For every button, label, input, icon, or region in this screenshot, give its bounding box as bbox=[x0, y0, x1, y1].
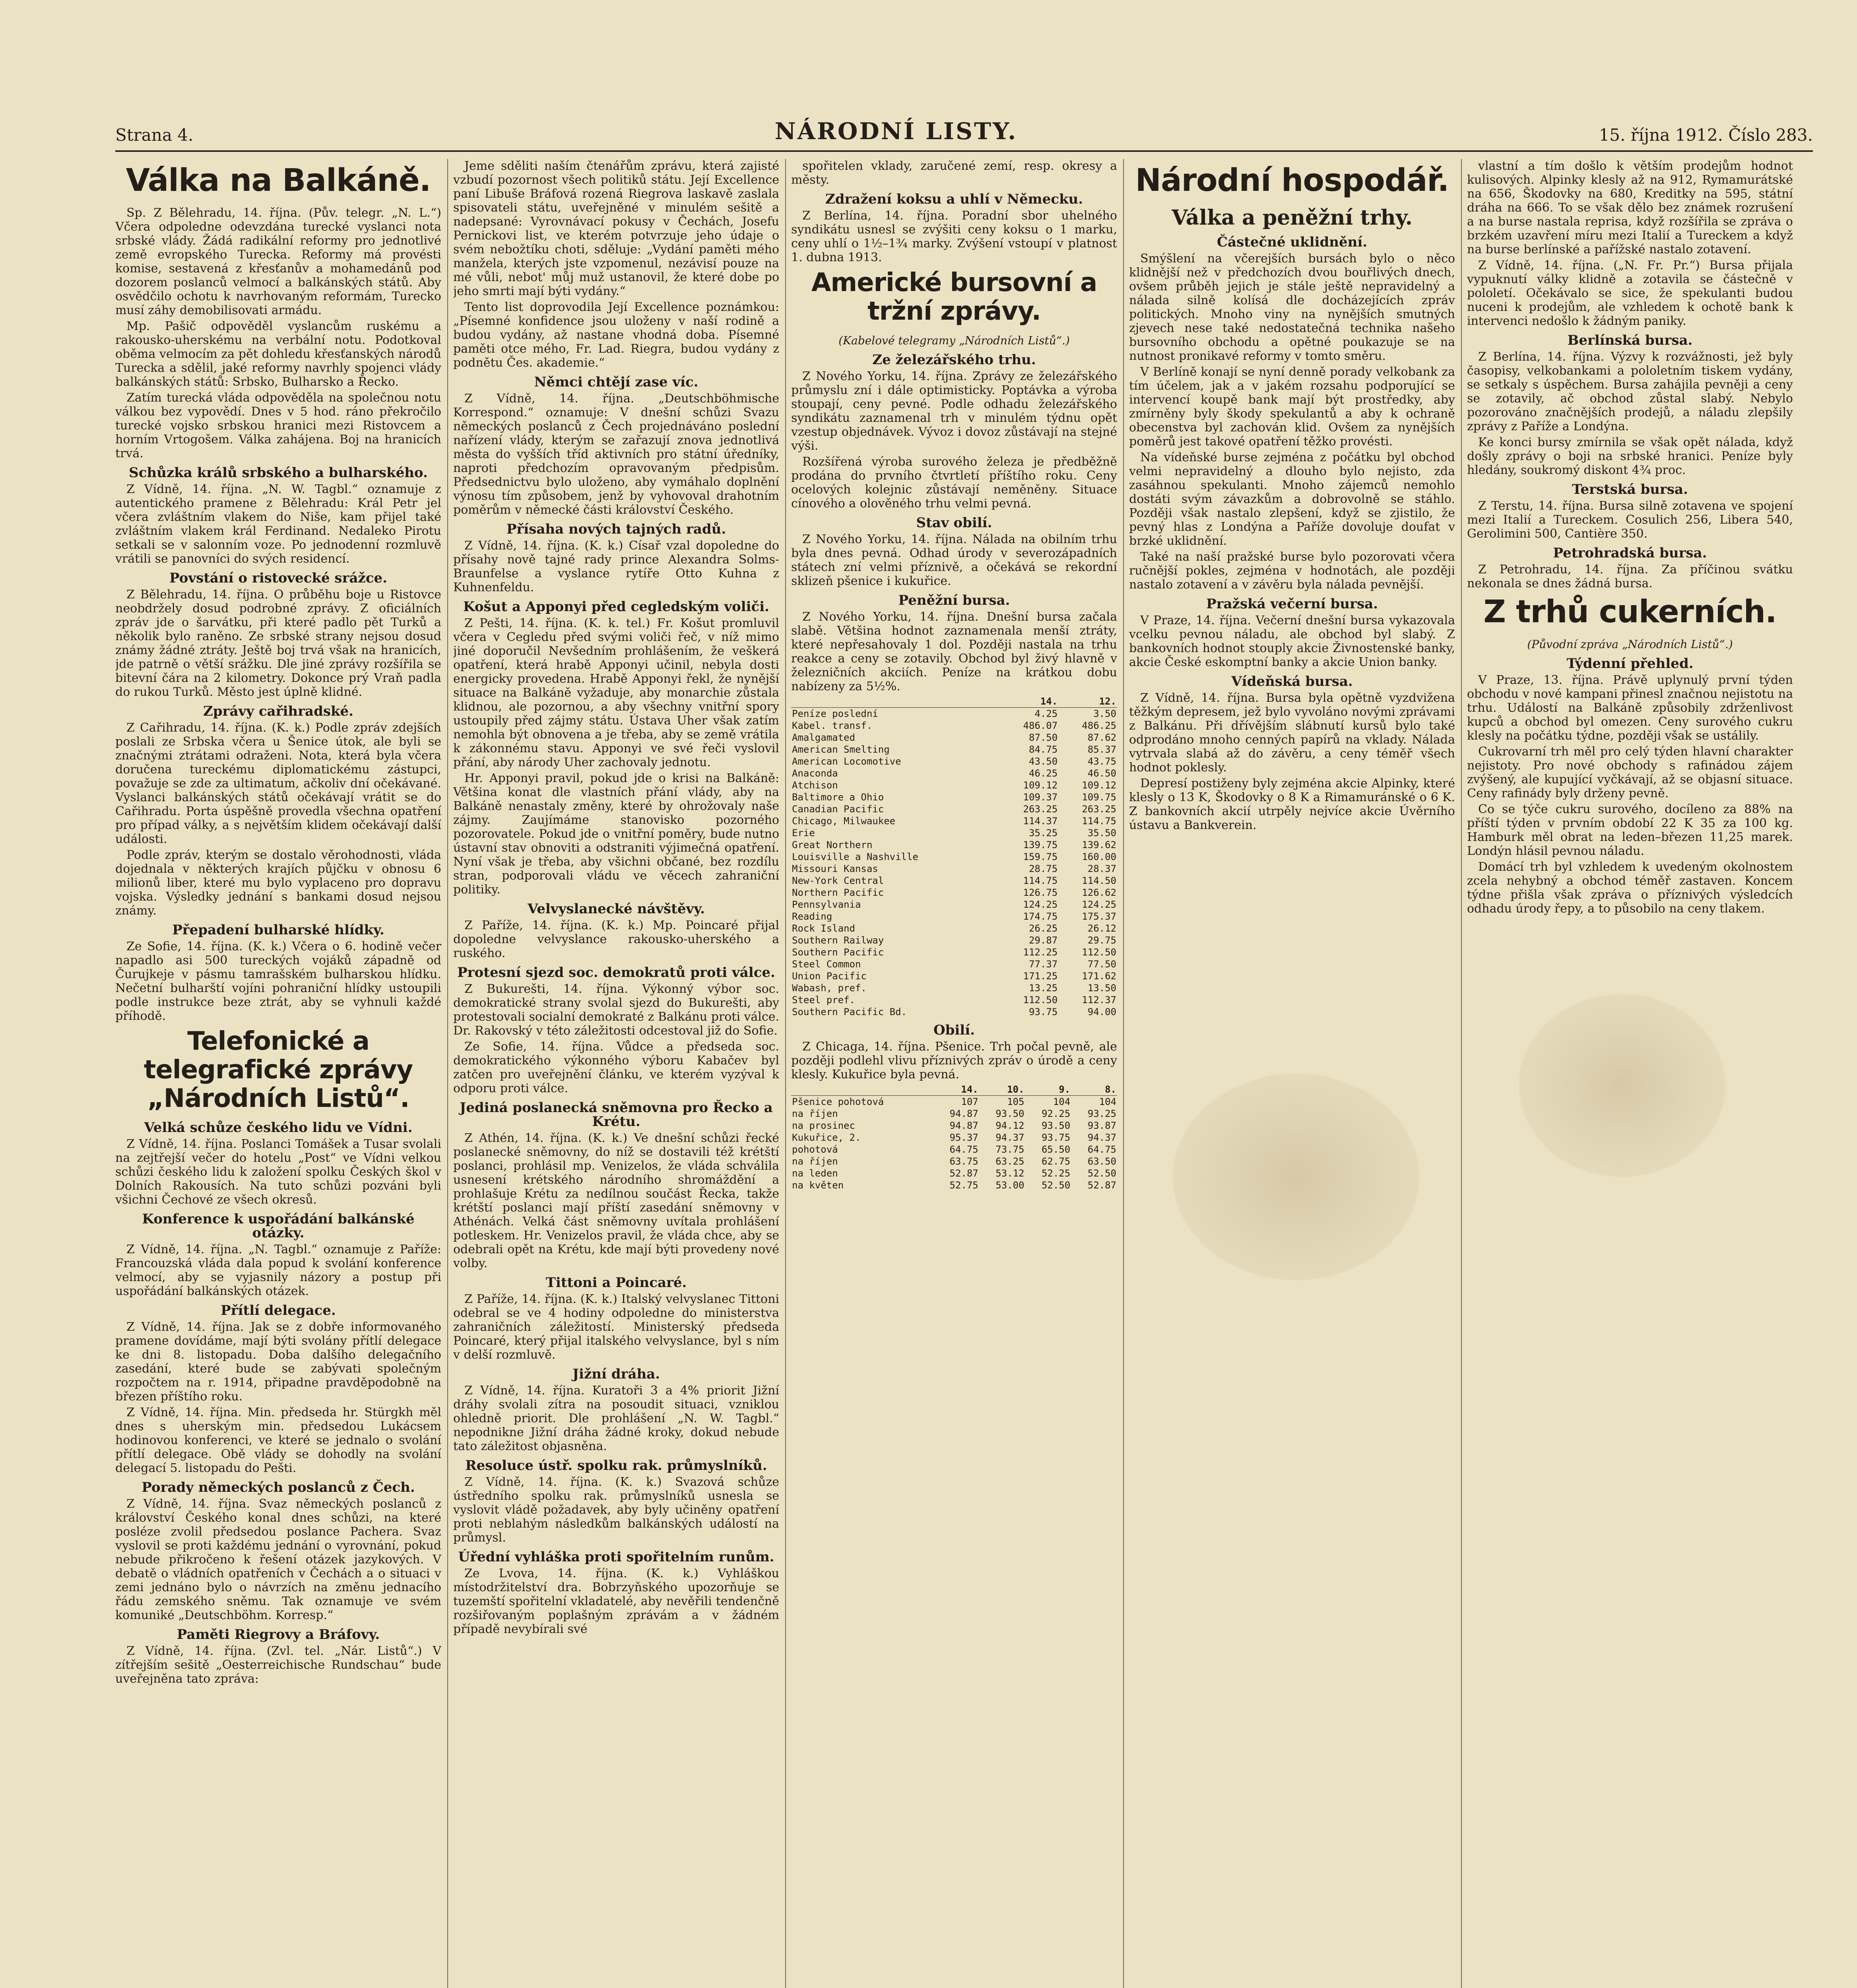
table-cell: 26.25 bbox=[1028, 923, 1058, 934]
table-cell: 77.37 bbox=[1028, 959, 1058, 970]
table-cell: 13.50 bbox=[1087, 982, 1116, 994]
table-cell: 107 bbox=[961, 1096, 978, 1107]
table-cell: 263.25 bbox=[1023, 804, 1058, 815]
subheading: Němci chtějí zase víc. bbox=[534, 374, 699, 390]
table-row bbox=[791, 899, 1117, 911]
table-row-label: Southern Pacific Bd. bbox=[792, 1006, 907, 1017]
table-header-row bbox=[791, 1083, 1117, 1096]
subheading: Stav obilí. bbox=[916, 515, 992, 531]
table-row-label: American Smelting bbox=[792, 744, 890, 755]
article-text: Depresí postiženy byly zejména akcie Alpinky, které klesly o 13 K, Škodovky o 8 K a Rimamuránské o 6 K. Z bankovních akcií utrpěly nejvíce akcie Úvěrního ústavu a Bankverein. bbox=[1129, 777, 1455, 832]
table-row bbox=[791, 1096, 1117, 1108]
article-text: Z Terstu, 14. října. Bursa silně zotavena ve spojení mezi Italií a Tureckem. Cosulich 256, Libera 540, Gerolimini 500, Cantière 350. bbox=[1467, 499, 1793, 541]
table-row bbox=[791, 1006, 1117, 1018]
table-cell: 73.75 bbox=[995, 1144, 1025, 1155]
table-cell: 263.25 bbox=[1082, 804, 1116, 815]
table-cell: 84.75 bbox=[1028, 744, 1058, 755]
table-row bbox=[791, 815, 1117, 827]
article-text: Z Vídně, 14. října. Jak se z dobře informovaného pramene dovídáme, mají býti svolány přítlí delegace ke dni 8. listopadu. Doba dalšího delegačního zasedání, které bude se zabývati společným rozpočtem na r. 1914, připadne pravděpodobně na březen příštího roku. bbox=[115, 1320, 441, 1404]
article-text: Z Bukurešti, 14. října. Výkonný výbor soc. demokratické strany svolal sjezd do Bukurešti, aby protestovali socialní demokraté z Balkánu proti válce. Dr. Rakovský v této záležitosti odcestoval již do Sofie. bbox=[453, 982, 779, 1038]
table-cell: 114.50 bbox=[1082, 875, 1116, 886]
page-header bbox=[115, 119, 1813, 145]
article-text: Z Pešti, 14. října. (K. k. tel.) Fr. Košut promluvil včera v Cegledu před svými voliči řeč, v níž mimo jiné doporučil Nevšedním prohlášením, že veškerá opatření, která hrabě Apponyi učinil, nebyla dosti energicky provedena. Hrabě Apponyi řekl, že nynější situace na Balkáně vyžaduje, aby monarchie zůstala klidnou, ale pozornou, a aby všechny vnitřní spory ustoupily před zájmy státu. Ústava Uher však zatím nemohla být obnovena a je třeba, aby se země vrátila k zákonnému stavu. Apponyi ve své řeči vyslovil přání, aby národy Uher zachovaly jednotu. bbox=[453, 616, 779, 769]
subheading: Týdenní přehled. bbox=[1566, 656, 1694, 672]
table-cell: 139.62 bbox=[1082, 839, 1116, 850]
table-header-cell: 8. bbox=[1071, 1083, 1117, 1096]
table-cell: 94.87 bbox=[949, 1120, 978, 1131]
subheading: Zprávy cařihradské. bbox=[203, 703, 354, 719]
table-cell: 126.62 bbox=[1082, 887, 1116, 898]
table-row-label: pohotová bbox=[792, 1144, 838, 1155]
article-text: Domácí trh byl vzhledem k uvedeným okolnostem zcela nehybný a obchod téměř zastaven. Koncem týdne přišla však zpráva o příznivých výsledcích odhadu úrody řepy, a to působilo na ceny tlakem. bbox=[1467, 860, 1793, 916]
table-row-label: Peníze poslední bbox=[792, 708, 878, 719]
article-text: Z Vídně, 14. října. Poslanci Tomášek a Tusar svolali na zejtřejší večer do hotelu „Post“ ve Vídni velkou schůzi českého lidu k založení spolku Českých škol v Dolních Rakousích. Na tuto schůzi pozváni byli všichni Čechové ze všech okresů. bbox=[115, 1137, 441, 1207]
article-text: Ze Lvova, 14. října. (K. k.) Vyhláškou místodržitelství dra. Bobrzyňského upozorňuje se tuzemští spořitelní vkladatelé, aby nevěřili tendenčně rozšiřovaným poplašným zprávám a v žádném případě nevybírali své bbox=[453, 1567, 779, 1636]
table-cell: 52.87 bbox=[949, 1168, 978, 1179]
sugar-markets-heading: Z trhů cukerních. bbox=[1483, 594, 1777, 630]
article-text: Z Bělehradu, 14. října. O průběhu boje u Ristovce neobdržely dosud podrobné zprávy. Z oficiálních zpráv jde o šarvátku, při které padlo pět Turků a několik bylo raněno. Ze srbské strany nejsou dosud známy žádné ztráty. Ještě boj trvá však na hranicích, jde patrně o větší srážku. Dle jiné zprávy rozšířila se bitevní čára na 2 kilometry. Dokonce prý Vraň padla do rukou Turků. Město jest úplně klidné. bbox=[115, 588, 441, 699]
article-text: V Berlíně konají se nyní denně porady velkobank za tím účelem, jak a v jakém rozsahu podporující se intervencí koupě bank mají být prostředky, aby zmírněny byly škody spekulantů a aby k ochraně obecenstva byl zachován klid. Ovšem za nynějších poměrů jest takové opatření těžko provésti. bbox=[1129, 365, 1455, 448]
table-row-label: Southern Railway bbox=[792, 935, 884, 946]
subheading: Porady německých poslanců z Čech. bbox=[142, 1479, 415, 1495]
table-row bbox=[791, 970, 1117, 982]
table-cell: 92.25 bbox=[1041, 1108, 1071, 1119]
table-cell: 94.37 bbox=[1087, 1132, 1116, 1143]
table-header-cell bbox=[791, 1083, 933, 1096]
column-3 bbox=[791, 159, 1117, 1988]
article-text: Z Vídně, 14. října. (K. k.) Svazová schůze ústředního spolku rak. průmyslníků usnesla se vyslovit vládě požadavek, aby byly učiněny opatření proti neblahým následkům balkánských událostí na průmysl. bbox=[453, 1475, 779, 1545]
table-row bbox=[791, 827, 1117, 839]
article-text: Cukrovarní trh měl pro celý týden hlavní charakter nejistoty. Pro nové obchody s rafinádou zájem zvýšený, ale kupující vyčkávají, až se objasní situace. Ceny rafinády byly drženy pevně. bbox=[1467, 745, 1793, 800]
table-row bbox=[791, 1155, 1117, 1167]
article-text: Co se týče cukru surového, docíleno za 88% na příští týden v prvním období 22 K 35 za 100 kg. Hamburk měl obrat na leden–březen 11,25 marek. Londýn hlásil pevnou náladu. bbox=[1467, 802, 1793, 858]
article-text: Z Chicaga, 14. října. Pšenice. Trh počal pevně, ale později podlehl vlivu příznivých zpráv o úrodě a ceny klesly. Kukuřice byla pevná. bbox=[791, 1040, 1117, 1081]
table-cell: 43.50 bbox=[1028, 756, 1058, 767]
table-cell: 124.25 bbox=[1082, 899, 1116, 910]
subheading: Velká schůze českého lidu ve Vídni. bbox=[144, 1120, 413, 1136]
table-row bbox=[791, 911, 1117, 922]
article-text: Z Vídně, 14. října. Kuratoři 3 a 4% priorit Jižní dráhy svolali zítra na posoudit situaci, vzniklou ohledně priorit. Dle prohlášení „N. W. Tagbl.“ nepodnikne Jižní dráha žádné kroky, dokud nebude tato záležitost objasněna. bbox=[453, 1384, 779, 1453]
table-cell: 62.75 bbox=[1041, 1156, 1071, 1167]
subtitle: (Kabelové telegramy „Národních Listů“.) bbox=[838, 334, 1070, 347]
subheading: Protesní sjezd soc. demokratů proti válce. bbox=[457, 965, 775, 980]
header-rule bbox=[115, 150, 1813, 152]
article-text: Mp. Pašič odpověděl vyslancům ruskému a rakousko-uherskému na verbální notu. Podotkoval oběma velmocím za pět dohledu křesťanských národů Turecka a sdělil, jaké reformy navrhly spojenci vlády balkánských států: Srbsko, Bulharsko a Řecko. bbox=[115, 319, 441, 389]
table-cell: 112.50 bbox=[1082, 947, 1116, 958]
table-cell: 43.75 bbox=[1087, 756, 1116, 767]
article-text: Z Cařihradu, 14. října. (K. k.) Podle zpráv zdejších poslali ze Srbska včera u Šenice útok, ale byli se značnými ztrátami odraženi. Nota, která byla včera doručena tureckému diplomatickému zástupci, považuje se zde za ultimatum, ačkoliv dní očekávané. Vyslanci balkánských států očekávají vrátit se do Cařihradu. Porta úspěšně provedla všechna opatření pro případ války, a s největším klidem očekávají další události. bbox=[115, 721, 441, 846]
table-cell: 171.25 bbox=[1023, 971, 1058, 982]
article-text: Z Vídně, 14. října. Svaz německých poslanců z království Českého konal dnes schůzi, na které posléze zvolil předsedou poslance Pachera. Svaz vyslovil se proti každému jednání o vyrovnání, pokud nebude přikročeno k řešení otázek jazykových. V debatě o vládních opatřeních v Čechách a o situaci v zemi jednáno bylo o návrzích na změnu jednacího řádu zemského sněmu. Tak oznamuje ve svém komuniké „Deutschböhm. Korresp.“ bbox=[115, 1497, 441, 1622]
article-text: Z Berlína, 14. října. Poradní sbor uhelného syndikátu usnesl se zvýšiti ceny koksu o 1 marku, ceny uhlí o 1½–1¾ marky. Zvýšení vstoupí v platnost 1. dubna 1913. bbox=[791, 209, 1117, 264]
table-cell: 171.62 bbox=[1082, 971, 1116, 982]
table-header-cell: 10. bbox=[979, 1083, 1025, 1096]
table-cell: 112.37 bbox=[1082, 994, 1116, 1006]
table-row-label: New-York Central bbox=[792, 875, 884, 886]
table-row bbox=[791, 1132, 1117, 1143]
subheading: Tittoni a Poincaré. bbox=[545, 1275, 687, 1291]
article-text: Z Petrohradu, 14. října. Za příčinou svátku nekonala se dnes žádná bursa. bbox=[1467, 563, 1793, 590]
subheading: Paměti Riegrovy a Bráfovy. bbox=[177, 1627, 380, 1642]
table-cell: 112.25 bbox=[1023, 947, 1058, 958]
subheading: Povstání o ristovecké srážce. bbox=[169, 570, 387, 586]
table-cell: 64.75 bbox=[949, 1144, 978, 1155]
table-row bbox=[791, 994, 1117, 1006]
table-cell: 63.25 bbox=[995, 1156, 1025, 1167]
american-markets-heading: Americké bursovní a tržní zprávy. bbox=[811, 268, 1097, 326]
table-row-label: na leden bbox=[792, 1168, 838, 1179]
table-cell: 64.75 bbox=[1087, 1144, 1116, 1155]
article-text: Z Nového Yorku, 14. října. Dnešní bursa začala slabě. Většina hodnot zaznamenala menší ztráty, které nepřesahovaly 1 dol. Později nastala na trhu reakce a ceny se zotavily. Obchod byl živý hlavně v železničních akciích. Peníze na krátkou dobu nabízeny za 5½%. bbox=[791, 610, 1117, 693]
table-cell: 109.12 bbox=[1023, 780, 1058, 791]
table-cell: 93.87 bbox=[1087, 1120, 1116, 1131]
article-text: Z Vídně, 14. října. „N. W. Tagbl.“ oznamuje z autentického pramene z Bělehradu: Král Petr jel včera zvláštním vlakem do Niše, kam přijel také zvláštním vlakem král Ferdinand. Nedaleko Pirotu setkali se v salonním voze. Po jednodenní rozmluvě vrátili se panovníci do svých residencí. bbox=[115, 482, 441, 566]
table-row bbox=[791, 720, 1117, 732]
article-text: Z Vídně, 14. října. „N. Tagbl.“ oznamuje z Paříže: Francouzská vláda dala popud k svolání konference velmocí, aby se vyjasnily názory a postup při uspořádání balkánských otázek. bbox=[115, 1242, 441, 1298]
war-heading: Válka na Balkáně. bbox=[126, 163, 431, 198]
table-cell: 53.12 bbox=[995, 1168, 1025, 1179]
subheading: Konference k uspořádání balkánské otázky. bbox=[142, 1211, 415, 1241]
article-text: Z Vídně, 14. října. (K. k.) Císař vzal dopoledne do přísahy nově tajné rady prince Alexandra Solms-Braunfelse a vyslance rytíře Otto Kuhna z Kuhnenfeldu. bbox=[453, 539, 779, 594]
table-row-label: Southern Pacific bbox=[792, 947, 884, 958]
article-text: Také na naší pražské burse bylo pozorovati včera ručnější pokles, zejména v hodnotách, ale později nastalo zotavení a v závěru byla nálada pevnější. bbox=[1129, 550, 1455, 592]
article-text: Podle zpráv, kterým se dostalo věrohodnosti, vláda dojednala v některých krajích půjčku v obnosu 6 milionů liber, které mu bylo vyplaceno pro dopravu vojska. Výsledky jednání s bankami dosud nejsou známy. bbox=[115, 848, 441, 918]
table-row-label: Rock Island bbox=[792, 923, 855, 934]
table-row-label: Northern Pacific bbox=[792, 887, 884, 898]
table-cell: 94.87 bbox=[949, 1108, 978, 1119]
table-row-label: Union Pacific bbox=[792, 971, 867, 982]
table-row bbox=[791, 779, 1117, 791]
article-text: V Praze, 14. října. Večerní dnešní bursa vykazovala vcelku pevnou náladu, ale obchod byl slabý. Z bankovních hodnot stouply akcie Živnostenské banky, akcie České eskomptní banky a akcie Union banky. bbox=[1129, 613, 1455, 669]
table-row-label: Reading bbox=[792, 911, 832, 922]
subheading: Úřední vyhláška proti spořitelním runům. bbox=[458, 1549, 774, 1565]
table-row-label: Atchison bbox=[792, 780, 838, 791]
stock-price-table bbox=[791, 695, 1117, 1018]
article-text: Z Berlína, 14. října. Výzvy k rozvážnosti, jež byly časopisy, velkobankami a pololetním tiskem vydány, se setkaly s úspěchem. Bursa zahájila pevněji a ceny se zotavily, ač obchod zůstal slabý. Nebylo pozorováno značnějších prodejů, a náladu zlepšily zprávy z Paříže a Londýna. bbox=[1467, 350, 1793, 433]
table-row bbox=[791, 875, 1117, 887]
table-header-cell: 14. bbox=[999, 695, 1058, 708]
subtitle: (Původní zpráva „Národních Listů“.) bbox=[1527, 638, 1733, 651]
table-cell: 126.75 bbox=[1023, 887, 1058, 898]
table-cell: 93.25 bbox=[1087, 1108, 1116, 1119]
subheading: Přepadení bulharské hlídky. bbox=[172, 922, 384, 938]
table-row-label: Chicago, Milwaukee bbox=[792, 815, 896, 827]
article-text: V Praze, 13. října. Právě uplynulý první týden obchodu v nové kampani přinesl značnou nejistotu na trhu. Událostí na Balkáně způsobily zdrženlivost kupců a obchod byl omezen. Ceny surového cukru klesly na počátku týdne, později však se ustálily. bbox=[1467, 673, 1793, 743]
table-cell: 52.50 bbox=[1041, 1180, 1071, 1191]
table-row-label: na říjen bbox=[792, 1108, 838, 1119]
table-row-label: Canadian Pacific bbox=[792, 804, 884, 815]
table-row-label: Wabash, pref. bbox=[792, 982, 867, 994]
table-row-label: na říjen bbox=[792, 1156, 838, 1167]
table-header-cell: 12. bbox=[1058, 695, 1117, 708]
subheading: Jižní dráha. bbox=[572, 1366, 660, 1382]
table-cell: 52.25 bbox=[1041, 1168, 1071, 1179]
telegraph-heading: Telefonické a telegrafické zprávy „Národních Listů“. bbox=[144, 1027, 413, 1113]
table-row-label: Great Northern bbox=[792, 839, 873, 850]
table-row bbox=[791, 922, 1117, 934]
table-header-cell: 9. bbox=[1025, 1083, 1071, 1096]
table-row-label: Amalgamated bbox=[792, 732, 855, 743]
article-text: Ke konci bursy zmírnila se však opět nálada, když došly zprávy o boji na srbské hranici. Peníze byly hledány, soukromý diskont 4¾ proc. bbox=[1467, 435, 1793, 477]
table-cell: 46.25 bbox=[1028, 768, 1058, 779]
table-cell: 94.12 bbox=[995, 1120, 1025, 1131]
table-row bbox=[791, 958, 1117, 970]
table-cell: 104 bbox=[1099, 1096, 1116, 1107]
table-row-label: Pšenice pohotová bbox=[792, 1096, 884, 1107]
article-text: Tento list doprovodila Její Excellence poznámkou: „Písemné konfidence jsou uloženy v naší rodině a budou vydány, až nastane vhodná doba. Písemné paměti otce mého, Fr. Lad. Riegra, budou vydány z podnětu Čes. akademie.“ bbox=[453, 300, 779, 370]
subheading: Peněžní bursa. bbox=[898, 592, 1010, 608]
table-row bbox=[791, 1179, 1117, 1191]
table-row bbox=[791, 887, 1117, 899]
article-text: Z Athén, 14. října. (K. k.) Ve dnešní schůzi řecké poslanecké sněmovny, do níž se dostavili též krétští poslanci, prohlásil mp. Venizelos, že vláda schválila usnesení krétského národního shromáždění a prohlašuje Krétu za nedílnou součást Řecka, takže krétští poslanci mají příští zasedání sněmovny v Athénách. Velká část sněmovny uvítala prohlášení potleskem. Hr. Venizelos pravil, že vláda chce, aby se odebrali opět na Krétu, kde mají býti provedeny nové volby. bbox=[453, 1131, 779, 1270]
table-header-cell: 14. bbox=[933, 1083, 979, 1096]
table-header-row bbox=[791, 695, 1117, 708]
article-text: Z Paříže, 14. října. (K. k.) Mp. Poincaré přijal dopoledne velvyslance rakousko-uherského a ruského. bbox=[453, 918, 779, 960]
article-text: spořitelen vklady, zaručené zemí, resp. okresy a městy. bbox=[791, 159, 1117, 187]
table-row bbox=[791, 934, 1117, 946]
table-cell: 93.50 bbox=[1041, 1120, 1071, 1131]
subheading: Berlínská bursa. bbox=[1567, 332, 1693, 348]
article-text: Zatím turecká vláda odpověděla na společnou notu válkou bez vypovědí. Dnes v 5 hod. ráno překročilo turecké vojsko srbskou hranici mezi Ristovcem a horním Vrtogošem. Válka zahájena. Boj na hranicích trvá. bbox=[115, 391, 441, 460]
article-text: Ze Sofie, 14. října. (K. k.) Včera o 6. hodině večer napadlo asi 500 tureckých vojáků západně od Čurujkeje v pásmu tamrašském bulharskou hlídku. Nečetní bulharští vojíni pohraniční hlídky ustoupili podle instrukce beze ztrát, aby se vyhnuli každé příhodě. bbox=[115, 940, 441, 1023]
table-cell: 53.00 bbox=[995, 1180, 1025, 1191]
table-cell: 29.87 bbox=[1028, 935, 1058, 946]
column-1 bbox=[115, 159, 441, 1988]
table-cell: 160.00 bbox=[1082, 851, 1116, 862]
table-row-label: na prosinec bbox=[792, 1120, 855, 1131]
article-text: Z Vídně, 14. října. („N. Fr. Pr.“) Bursa přijala vypuknutí války klidně a zotavila se částečně v pololetí. Očekávalo se sice, že spekulanti budou nuceni k prodejům, ale vzhledem k ochotě bank k intervenci nedošlo k žádným paniky. bbox=[1467, 258, 1793, 328]
table-cell: 139.75 bbox=[1023, 839, 1058, 850]
subheading: Terstská bursa. bbox=[1572, 481, 1688, 497]
table-cell: 28.37 bbox=[1087, 863, 1116, 874]
table-row-label: Pennsylvania bbox=[792, 899, 861, 910]
subheading: Částečné uklidnění. bbox=[1217, 234, 1368, 250]
subheading: Přítlí delegace. bbox=[221, 1303, 336, 1318]
article-text: Smýšlení na včerejších bursách bylo o něco klidnější než v předchozích dvou bouřlivých dnech, ovšem průběh jejich je stále ještě nepravidelný a nálada silně kolísá dle docházejících zpráv politických. Mnoho viny na nynějších smutných zjevech nese také nedostatečná technika našeho bursovního obchodu a opětné poukazuje se na nutnost pronikavé reformy v tomto směru. bbox=[1129, 252, 1455, 363]
table-cell: 4.25 bbox=[1034, 708, 1058, 719]
table-cell: 87.50 bbox=[1028, 732, 1058, 743]
table-header-cell bbox=[791, 695, 999, 708]
table-cell: 94.37 bbox=[995, 1132, 1025, 1143]
table-cell: 174.75 bbox=[1023, 911, 1058, 922]
table-cell: 93.75 bbox=[1028, 1006, 1058, 1017]
article-text: Z Vídně, 14. října. Min. předseda hr. Stürgkh měl dnes s uherským min. předsedou Lukácsem hodinovou konferenci, ve které se jednalo o svolání přítlí delegace. Obě vlády se dohodly na svolání delegací 5. listopadu do Pešti. bbox=[115, 1406, 441, 1475]
issue-date: 15. října 1912. Číslo 283. bbox=[1599, 125, 1813, 145]
subheading: Ze železářského trhu. bbox=[872, 352, 1036, 368]
table-cell: 46.50 bbox=[1087, 768, 1116, 779]
table-cell: 112.50 bbox=[1023, 994, 1058, 1006]
subheading: Schůzka králů srbského a bulharského. bbox=[129, 465, 428, 481]
table-cell: 63.75 bbox=[949, 1156, 978, 1167]
table-row bbox=[791, 767, 1117, 779]
table-row-label: Missouri Kansas bbox=[792, 863, 878, 874]
table-row bbox=[791, 1167, 1117, 1179]
article-text: vlastní a tím došlo k větším prodejům hodnot kulisových. Alpinky klesly až na 912, Rymamurátské na 656, Škodovky na 680, Kreditky na 595, státní dráha na 666. To se však dělo bez známek rozrušení a na burse nastala reprisa, když rozšířila se zpráva o brzkém uzavření míru mezi Italií a Tureckem a když na burse berlínské a pařížské nastalo zotavení. bbox=[1467, 159, 1793, 256]
table-cell: 486.07 bbox=[1023, 720, 1058, 731]
article-text: Na vídeňské burse zejména z počátku byl obchod velmi nepravidelný a dlouho bylo nejisto, zda zasáhnou spekulanti. Mnoho zájemců nemohlo dostáti svým závazkům a dobrovolně se stáhlo. Později však nastalo zlepšení, když se zjistilo, že pevný hlas z Londýna a Paříže dovoluje doufat v brzké uklidnění. bbox=[1129, 450, 1455, 548]
subheading: Petrohradská bursa. bbox=[1553, 545, 1707, 561]
column-rule bbox=[1123, 159, 1124, 1988]
table-row-label: Steel pref. bbox=[792, 994, 855, 1006]
subheading: Pražská večerní bursa. bbox=[1206, 596, 1378, 612]
section-heading: Válka a peněžní trhy. bbox=[1172, 206, 1413, 230]
table-cell: 63.50 bbox=[1087, 1156, 1116, 1167]
column-2 bbox=[453, 159, 779, 1988]
table-cell: 3.50 bbox=[1093, 708, 1116, 719]
table-row bbox=[791, 803, 1117, 815]
article-text: Sp. Z Bělehradu, 14. října. (Pův. telegr. „N. L.“) Včera odpoledne odevzdána turecké vyslanci nota srbské vlády. Žádá radikální reformy pro jednotlivé země evropského Turecka. Reformy má provésti komise, sestavená z křesťanův a mohamedánů pod dozorem poslanců velmocí a balkánských států. Aby osvědčilo ochotu k navrhovaným reformám, Turecko musí záhy demobilisovati armádu. bbox=[115, 206, 441, 317]
column-rule bbox=[447, 159, 448, 1988]
table-row bbox=[791, 839, 1117, 851]
table-cell: 159.75 bbox=[1023, 851, 1058, 862]
table-row bbox=[791, 863, 1117, 875]
table-cell: 175.37 bbox=[1082, 911, 1116, 922]
table-row bbox=[791, 755, 1117, 767]
table-cell: 85.37 bbox=[1087, 744, 1116, 755]
article-text: Z Paříže, 14. října. (K. k.) Italský velvyslanec Tittoni odebral se ve 4 hodiny odpoledne do ministerstva zahraničních záležitostí. Ministerský předseda Poincaré, který přijal italského velvyslance, byl s ním v delší rozmluvě. bbox=[453, 1292, 779, 1362]
table-cell: 93.50 bbox=[995, 1108, 1025, 1119]
table-cell: 35.50 bbox=[1087, 827, 1116, 839]
article-text: Z Vídně, 14. října. Bursa byla opětně vyzdvižena těžkým depresem, jež bylo vyvoláno novými zprávami z Balkánu. Při dřívějším slábnutí kursů bylo také odprodáno mnoho cenných papírů na vklady. Nálada vytrvala slabá až do závěru, a ceny téměř všech hodnot poklesly. bbox=[1129, 691, 1455, 775]
subheading: Jediná poslanecká sněmovna pro Řecko a Krétu. bbox=[460, 1100, 773, 1130]
table-row-label: Steel Common bbox=[792, 959, 861, 970]
column-5 bbox=[1467, 159, 1793, 1988]
table-cell: 109.37 bbox=[1023, 792, 1058, 803]
grain-price-table bbox=[791, 1083, 1117, 1191]
table-row-label: Baltimore a Ohio bbox=[792, 792, 884, 803]
table-cell: 95.37 bbox=[949, 1132, 978, 1143]
table-row bbox=[791, 1108, 1117, 1120]
table-cell: 77.50 bbox=[1087, 959, 1116, 970]
table-row bbox=[791, 744, 1117, 755]
table-cell: 35.25 bbox=[1028, 827, 1058, 839]
article-text: Z Vídně, 14. října. (Zvl. tel. „Nár. Listů“.) V zítřejším sešitě „Oesterreichische Rundschau“ bude uveřejněna tato zpráva: bbox=[115, 1644, 441, 1686]
table-row-label: na květen bbox=[792, 1180, 844, 1191]
article-text: Z Nového Yorku, 14. října. Nálada na obilním trhu byla dnes pevná. Odhad úrody v severozápadních státech zní velmi příznivě, a očekává se rekordní sklizeň pšenice i kukuřice. bbox=[791, 532, 1117, 588]
subheading: Velvyslanecké návštěvy. bbox=[528, 901, 705, 917]
table-row-label: Kabel. transf. bbox=[792, 720, 873, 731]
economy-heading: Národní hospodář. bbox=[1135, 163, 1449, 198]
subheading: Vídeňská bursa. bbox=[1231, 674, 1353, 689]
table-cell: 114.75 bbox=[1023, 875, 1058, 886]
table-cell: 124.25 bbox=[1023, 899, 1058, 910]
table-row bbox=[791, 1143, 1117, 1155]
page-number: Strana 4. bbox=[115, 125, 194, 145]
table-cell: 93.75 bbox=[1041, 1132, 1071, 1143]
table-cell: 13.25 bbox=[1028, 982, 1058, 994]
table-cell: 105 bbox=[1007, 1096, 1025, 1107]
table-row bbox=[791, 708, 1117, 720]
table-cell: 114.37 bbox=[1023, 815, 1058, 827]
table-cell: 52.50 bbox=[1087, 1168, 1116, 1179]
table-cell: 109.12 bbox=[1082, 780, 1116, 791]
article-text: Z Nového Yorku, 14. října. Zprávy ze železářského průmyslu zní i dále optimisticky. Poptávka a výroba stoupají, ceny pevné. Podle odhadu železářského syndikátu zaznamenal trh v minulém týdnu opět vzestup objednávek. Vývoz i dovoz zůstávají na stejné výši. bbox=[791, 369, 1117, 453]
column-rule bbox=[1461, 159, 1462, 1988]
table-row-label: Louisville a Nashville bbox=[792, 851, 918, 862]
table-cell: 109.75 bbox=[1082, 792, 1116, 803]
table-row bbox=[791, 791, 1117, 803]
table-row-label: American Locomotive bbox=[792, 756, 901, 767]
column-4 bbox=[1129, 159, 1455, 1988]
table-row-label: Anaconda bbox=[792, 768, 838, 779]
subheading: Obilí. bbox=[933, 1022, 975, 1038]
table-cell: 486.25 bbox=[1082, 720, 1116, 731]
column-rule bbox=[785, 159, 786, 1988]
article-text: Hr. Apponyi pravil, pokud jde o krisi na Balkáně: Většina konat dle vlastních přání vlády, aby na Balkáně nenastaly změny, které by ohrožovaly naše zájmy. Zaujímáme stanovisko pozorného pozorovatele. Pokud jde o vnitřní poměry, bude nutno ústavní stav obnoviti a odstraniti výjimečná opatření. Nyní však je třeba, aby všichni občané, bez rozdílu stran, podporovali vládu ve věcech zahraniční politiky. bbox=[453, 771, 779, 897]
table-cell: 28.75 bbox=[1028, 863, 1058, 874]
table-row bbox=[791, 982, 1117, 994]
table-cell: 52.87 bbox=[1087, 1180, 1116, 1191]
subheading: Košut a Apponyi před cegledským voliči. bbox=[463, 599, 769, 615]
masthead: NÁRODNÍ LISTY. bbox=[774, 118, 1018, 145]
subheading: Zdražení koksu a uhlí v Německu. bbox=[825, 191, 1083, 207]
table-row-label: Erie bbox=[792, 827, 815, 839]
article-text: Ze Sofie, 14. října. Vůdce a předseda soc. demokratického výkonného výboru Kabačev byl zatčen pro uveřejnění článku, ve kterém vyzýval k odporu proti válce. bbox=[453, 1040, 779, 1095]
subheading: Přísaha nových tajných radů. bbox=[506, 521, 726, 537]
subheading: Resoluce ústř. spolku rak. průmyslníků. bbox=[465, 1458, 767, 1474]
table-cell: 29.75 bbox=[1087, 935, 1116, 946]
table-cell: 114.75 bbox=[1082, 815, 1116, 827]
table-cell: 104 bbox=[1053, 1096, 1071, 1107]
table-row-label: Kukuřice, 2. bbox=[792, 1132, 861, 1143]
table-row bbox=[791, 946, 1117, 958]
table-cell: 87.62 bbox=[1087, 732, 1116, 743]
table-row bbox=[791, 1120, 1117, 1132]
table-cell: 52.75 bbox=[949, 1180, 978, 1191]
table-row bbox=[791, 732, 1117, 744]
article-text: Jeme sděliti naším čtenářům zprávu, která zajisté vzbudí pozornost všech politiků státu. Její Excellence paní Libuše Bráfová rozená Riegrova laskavě zaslala spisovateli státu, uveřejněné v minulém sešitě a nadepsané: Vyrovnávací pokusy v Čechách, Josefu Pernickovi list, ve kterém potvrzuje jeho údaje o svém nebožtíku choti, sděluje: „Vydání paměti mého manžela, kterých jste vzpomenul, nezávisí pouze na mé vůli, nebot' můj muž ustanovil, že které dobe po jeho smrti mají býti vydány.“ bbox=[453, 159, 779, 298]
article-text: Z Vídně, 14. října. „Deutschböhmische Korrespond.“ oznamuje: V dnešní schůzi Svazu německých poslanců z Čech projednáváno poslední nařízení vlády, kterým se zařazují znova jednotlivá města do vyšších tříd aktivních pro státní úředníky, naproti předchozím opravovaným předpisům. Předsednictvu bylo uloženo, aby vymáhalo doplnění výnosu tím způsobem, jenž by vyhovoval drahotním poměrům v německé části království Českého. bbox=[453, 392, 779, 517]
article-text: Rozšířená výroba surového železa je předběžně prodána do prvního čtvrtletí příštího roku. Ceny ocelových kolejnic zůstávají neměněny. Situace cínového a olověného trhu velmi pevná. bbox=[791, 455, 1117, 511]
table-cell: 65.50 bbox=[1041, 1144, 1071, 1155]
table-cell: 94.00 bbox=[1087, 1006, 1116, 1017]
table-row bbox=[791, 851, 1117, 863]
table-cell: 26.12 bbox=[1087, 923, 1116, 934]
